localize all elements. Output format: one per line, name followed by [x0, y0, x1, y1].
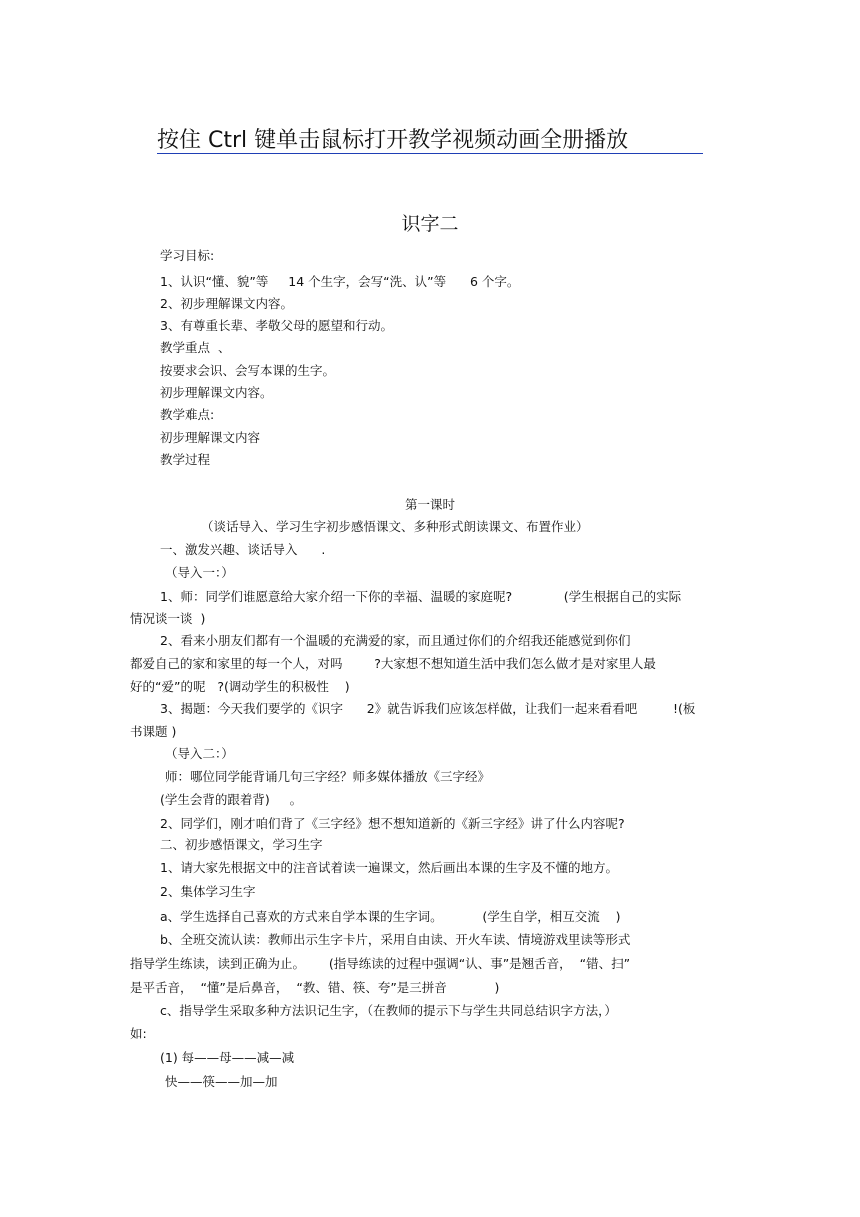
- body-line: (1) 每——母——减—减: [160, 1050, 295, 1065]
- body-line: 书课题 ): [130, 724, 177, 739]
- objective-heading: 学习目标:: [160, 248, 215, 263]
- body-line: 2、看来小朋友们都有一个温暖的充满爱的家，而且通过你们的介绍我还能感觉到你们: [160, 633, 631, 648]
- body-line: 情况谈一谈 ): [130, 611, 206, 626]
- objective-line: 3、有尊重长辈、孝敬父母的愿望和行动。: [160, 318, 393, 333]
- body-line: 快——筷——加—加: [165, 1074, 278, 1089]
- body-line: （谈话导入、学习生字初步感悟课文、多种形式朗读课文、布置作业）: [201, 519, 589, 534]
- body-line: 好的“爱”的呢 ?(调动学生的积极性 ): [130, 679, 350, 694]
- banner-link[interactable]: 按住 Ctrl 键单击鼠标打开教学视频动画全册播放: [157, 128, 629, 153]
- body-line: 如:: [130, 1026, 147, 1041]
- body-line: b、全班交流认读：教师出示生字卡片，采用自由读、开火车读、情境游戏里读等形式: [160, 932, 631, 947]
- key-point-line: 按要求会识、会写本课的生字。: [160, 363, 336, 378]
- body-line: 是平舌音， “懂”是后鼻音， “教、错、筷、夸”是三拼音 ): [130, 980, 500, 995]
- body-line: （导入二：）: [165, 746, 234, 761]
- body-line: c、指导学生采取多种方法识记生字，（在教师的提示下与学生共同总结识字方法，）: [160, 1003, 617, 1018]
- objective-line: 1、认识“懂、貌”等 14 个生字，会写“洗、认”等 6 个字。: [160, 274, 520, 289]
- key-point-line: 初步理解课文内容。: [160, 385, 273, 400]
- body-line: 2、同学们，刚才咱们背了《三字经》想不想知道新的《新三字经》讲了什么内容呢?: [160, 816, 625, 831]
- key-points-heading: 教学重点 、: [160, 340, 231, 355]
- process-heading: 教学过程: [160, 452, 211, 467]
- body-line: （导入一：）: [165, 565, 234, 580]
- section-title: 第一课时: [404, 497, 455, 512]
- body-line: 3、揭题：今天我们要学的《识字 2》就告诉我们应该怎样做，让我们一起来看看吧 !(板: [160, 701, 696, 716]
- document-title: 识字二: [401, 213, 459, 235]
- body-line: 一、激发兴趣、谈话导入 .: [160, 542, 326, 557]
- difficulty-line: 初步理解课文内容: [160, 430, 261, 445]
- body-line: 1、请大家先根据文中的注音试着读一遍课文，然后画出本课的生字及不懂的地方。: [160, 860, 618, 875]
- body-line: a、学生选择自己喜欢的方式来自学本课的生字词。 (学生自学，相互交流 ): [160, 909, 621, 924]
- body-line: 二、初步感悟课文，学习生字: [160, 837, 323, 852]
- body-line: 2、集体学习生字: [160, 884, 256, 899]
- banner-underline: [157, 153, 703, 154]
- objective-line: 2、初步理解课文内容。: [160, 296, 293, 311]
- body-line: 都爱自己的家和家里的每一个人，对吗 ?大家想不想知道生活中我们怎么做才是对家里人最: [130, 656, 656, 671]
- body-line: 1、师：同学们谁愿意给大家介绍一下你的幸福、温暖的家庭呢? (学生根据自己的实际: [160, 589, 682, 604]
- body-line: 指导学生练读，读到正确为止。 (指导练读的过程中强调“认、事”是翘舌音， “错、扫”: [130, 956, 631, 971]
- body-line: (学生会背的跟着背) 。: [160, 792, 303, 807]
- body-line: 师：哪位同学能背诵几句三字经？师多媒体播放《三字经》: [165, 769, 491, 784]
- difficulty-heading: 教学难点:: [160, 407, 215, 422]
